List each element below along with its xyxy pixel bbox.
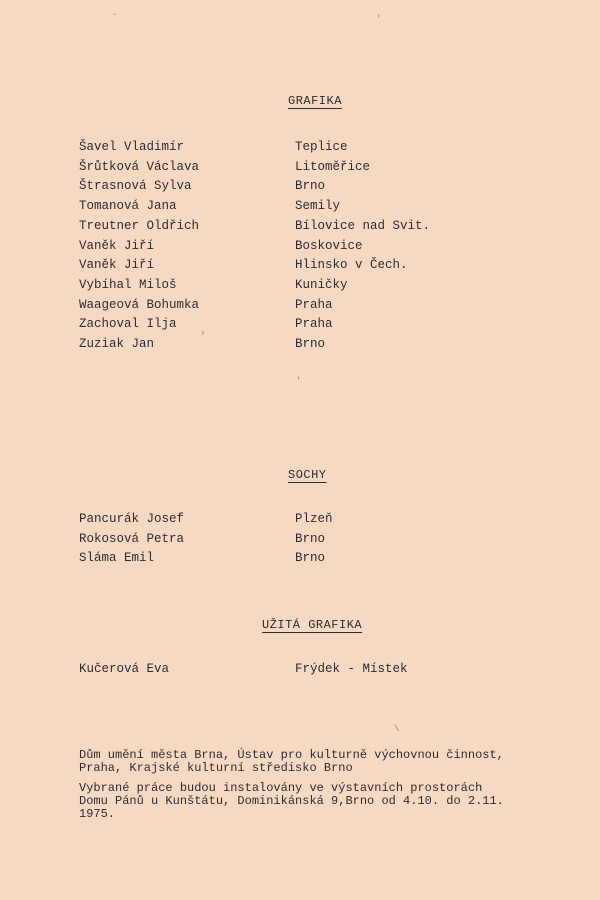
artist-city: Kuničky — [295, 277, 348, 292]
artist-city: Brno — [295, 551, 326, 566]
entry-row — [0, 140, 600, 158]
section-heading-uzita-grafika: UŽITÁ GRAFIKA — [262, 618, 363, 632]
artist-city: Brno — [295, 531, 326, 546]
artist-city: Litoměřice — [295, 159, 371, 174]
paper-speck: \ — [394, 724, 400, 734]
entry-row — [0, 278, 600, 296]
section-heading-grafika: GRAFIKA — [288, 94, 342, 108]
entry-row — [0, 298, 600, 316]
entry-row — [0, 219, 600, 237]
artist-name: Treutner Oldřich — [79, 218, 200, 233]
artist-name: Tomanová Jana — [79, 199, 177, 214]
artist-name: Sláma Emil — [79, 551, 155, 566]
artist-city: Brno — [295, 179, 326, 194]
artist-name: Rokosová Petra — [79, 531, 185, 546]
artist-city: Semily — [295, 199, 341, 214]
entry-row — [0, 551, 600, 569]
paper-speck: ' — [296, 376, 302, 386]
artist-name: Šavel Vladimír — [79, 140, 185, 154]
artist-name: Pancurák Josef — [79, 512, 185, 526]
artist-city: Teplice — [295, 140, 348, 154]
paper-speck: › — [200, 328, 206, 338]
entry-row — [0, 512, 600, 530]
artist-city: Praha — [295, 297, 333, 312]
artist-name: Zuziak Jan — [79, 337, 155, 351]
artist-name: Šrůtková Václava — [79, 159, 200, 174]
paper-speck: · — [112, 10, 118, 20]
artist-name: Kučerová Eva — [79, 662, 170, 676]
exhibition-note: Vybrané práce budou instalovány ve výstavních prostorách Domu Pánů u Kunštátu, Dominikánská 9,Brno od 4.10. do 2.11. 1975. — [79, 781, 504, 821]
entry-row — [0, 179, 600, 197]
artist-city: Frýdek - Místek — [295, 662, 408, 676]
organizers-note: Dům umění města Brna, Ústav pro kulturně výchovnou činnost, Praha, Krajské kulturní středisko Brno — [79, 748, 504, 775]
artist-city: Hlinsko v Čech. — [295, 258, 408, 273]
artist-name: Vybíhal Miloš — [79, 277, 177, 292]
entry-row — [0, 662, 600, 680]
artist-city: Brno — [295, 337, 326, 351]
entry-row — [0, 199, 600, 217]
entry-row — [0, 337, 600, 355]
entry-row — [0, 317, 600, 335]
artist-name: Zachoval Ilja — [79, 317, 177, 332]
entry-row — [0, 160, 600, 178]
artist-city: Praha — [295, 317, 333, 332]
artist-name: Štrasnová Sylva — [79, 179, 192, 194]
entry-row — [0, 532, 600, 550]
section-heading-sochy: SOCHY — [288, 468, 327, 482]
artist-city: Plzeň — [295, 512, 333, 526]
entry-row — [0, 258, 600, 276]
artist-name: Vaněk Jiří — [79, 238, 155, 253]
paper-speck: ' — [376, 14, 382, 24]
artist-city: Bílovice nad Svit. — [295, 218, 431, 233]
artist-name: Waageová Bohumka — [79, 297, 200, 312]
artist-name: Vaněk Jiří — [79, 258, 155, 273]
artist-city: Boskovice — [295, 238, 363, 253]
entry-row — [0, 239, 600, 257]
